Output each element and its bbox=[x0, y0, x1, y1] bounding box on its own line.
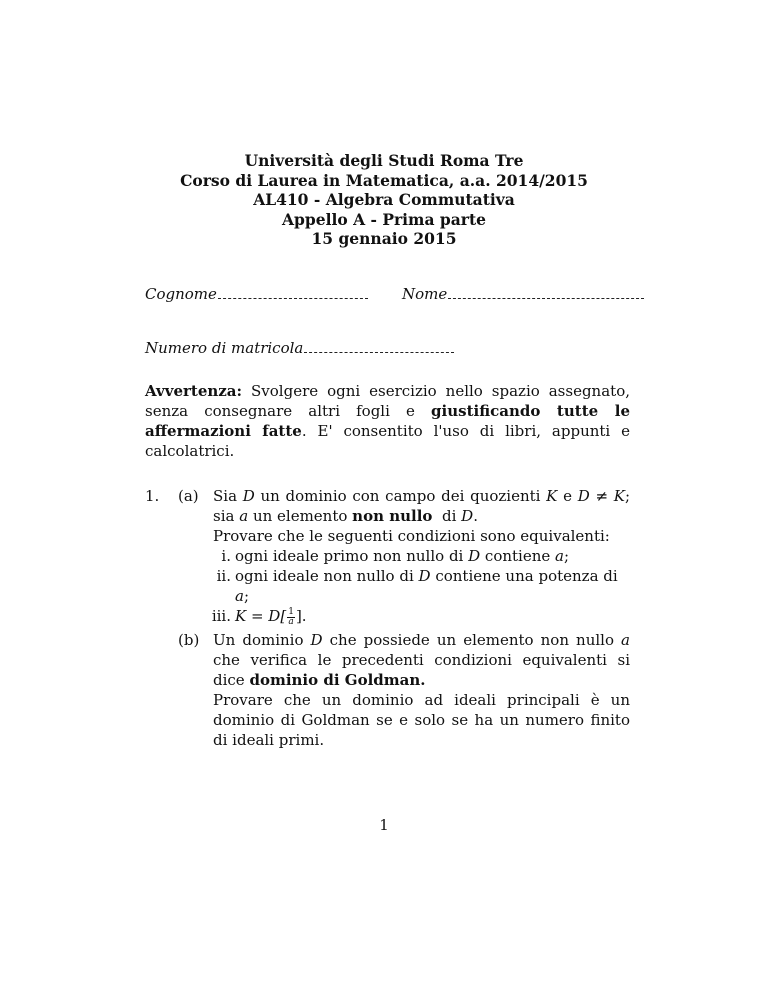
part-b-label: (b) bbox=[178, 630, 200, 649]
surname-field[interactable] bbox=[145, 285, 368, 303]
condition-i: i. ogni ideale primo non nullo di D contiene a; bbox=[221, 547, 570, 565]
page-number: 1 bbox=[379, 816, 389, 834]
warning-title: Avvertenza: bbox=[145, 382, 243, 400]
part-a-statement: Sia D un dominio con campo dei quozienti K e D ≠ K; sia a un elemento non nullo di D. bbox=[213, 487, 630, 525]
student-id-field[interactable] bbox=[145, 339, 454, 357]
exercise-number: 1. bbox=[145, 487, 160, 505]
subject-name: AL410 - Algebra Commutativa bbox=[253, 190, 515, 209]
exam-session: Appello A - Prima parte bbox=[282, 209, 486, 229]
exercise-1 bbox=[145, 486, 630, 750]
name-blank[interactable] bbox=[448, 286, 644, 299]
name-label: Nome bbox=[402, 285, 448, 303]
part-a-label: (a) bbox=[178, 487, 199, 505]
part-b-statement: Un dominio D che possiede un elemento non nullo a che verifica le precedenti condizioni equivalenti si dice dominio di Goldman. bbox=[213, 630, 630, 689]
part-b-task: Provare che un dominio ad ideali principali è un dominio di Goldman se e solo se ha un numero finito di ideali primi. bbox=[213, 690, 630, 749]
part-b bbox=[145, 630, 630, 750]
part-a bbox=[145, 486, 630, 627]
university-name: Università degli Studi Roma Tre bbox=[244, 151, 524, 170]
exam-date: 15 gennaio 2015 bbox=[311, 229, 457, 248]
warning-paragraph bbox=[145, 381, 630, 461]
warning-text: Svolgere ogni esercizio nello spazio assegnato, senza consegnare altri fogli e bbox=[145, 382, 630, 420]
condition-ii: ii. ogni ideale non nullo di D contiene una potenza di a; bbox=[216, 567, 618, 605]
goldman-term: dominio di Goldman. bbox=[249, 670, 426, 689]
condition-iii: iii. K = D[ $\frac{1}{a}$ ]. bbox=[211, 606, 307, 627]
surname-label: Cognome bbox=[145, 285, 217, 303]
name-field[interactable] bbox=[402, 285, 644, 303]
surname-blank[interactable] bbox=[218, 286, 368, 299]
warning-text-end: . E' consentito l'uso di libri, appunti e calcolatrici. bbox=[145, 422, 630, 460]
course-name: Corso di Laurea in Matematica, a.a. 2014/2015 bbox=[180, 170, 588, 190]
exam-header bbox=[0, 151, 768, 249]
student-id-label: Numero di matricola bbox=[145, 339, 304, 357]
fraction-one-over-a: $\frac{1}{a}$ bbox=[288, 606, 294, 627]
part-a-prove: Provare che le seguenti condizioni sono equivalenti: bbox=[213, 527, 610, 545]
warning-emphasis: giustificando tutte le affermazioni fatte bbox=[145, 402, 630, 440]
student-id-blank[interactable] bbox=[304, 340, 454, 353]
